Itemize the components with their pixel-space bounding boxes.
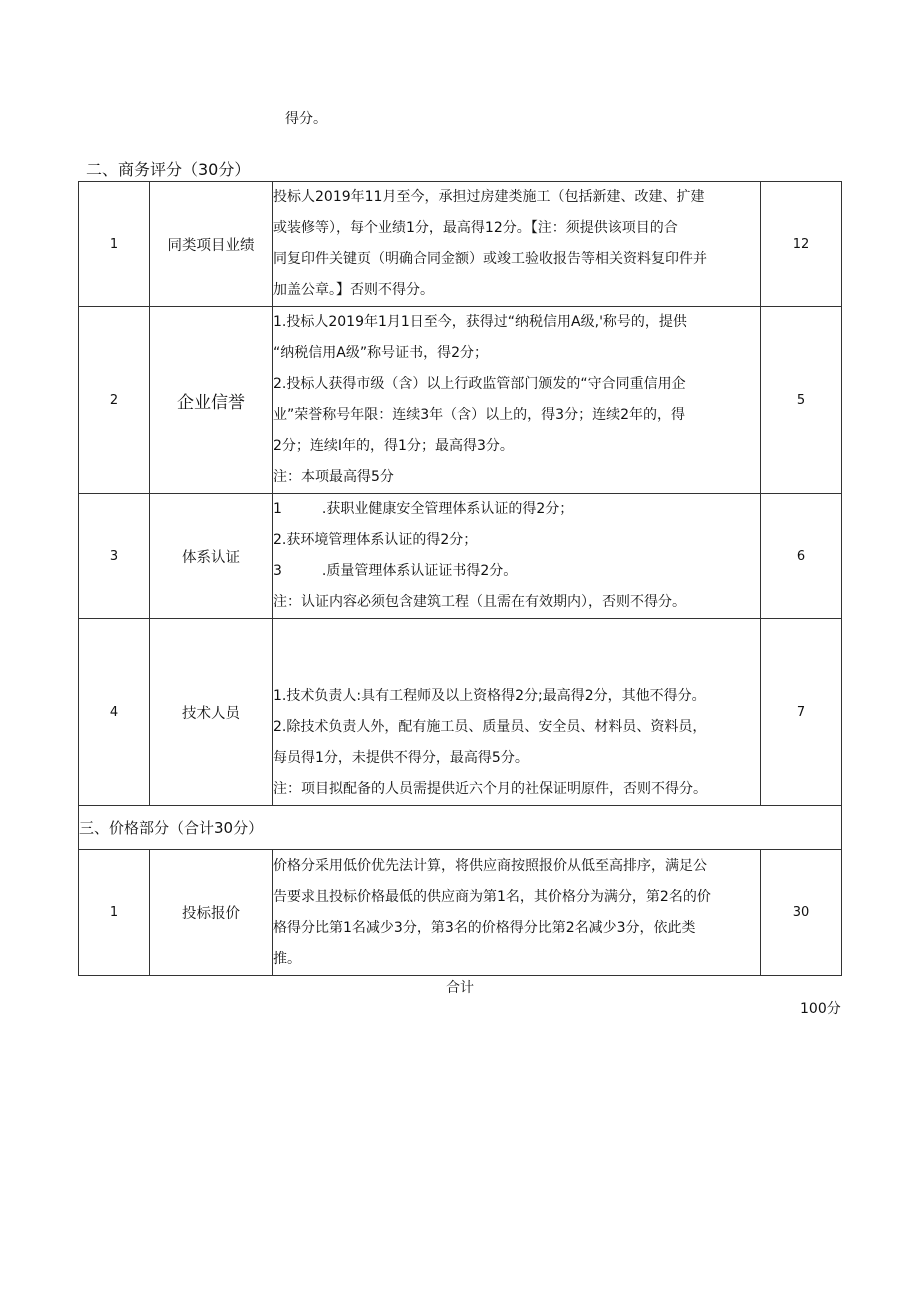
row-score: 6 <box>761 494 842 619</box>
row-item: 技术人员 <box>150 619 273 806</box>
description-line: 每员得1分，未提供不得分，最高得5分。 <box>273 750 529 766</box>
scoring-table <box>78 181 842 976</box>
description-line: 推。 <box>273 950 301 967</box>
total-value: 100分 <box>800 1001 841 1017</box>
description-line: 或装修等），每个业绩1分，最高得12分。【注：须提供该项目的合 <box>273 220 678 236</box>
top-fragment: 得分。 <box>285 111 327 127</box>
row-description <box>273 494 761 619</box>
line-number: 3 <box>273 563 282 579</box>
description-line: 1.投标人2019年1月1日至今，获得过“纳税信用A级,'称号的，提供 <box>273 314 687 330</box>
row-number: 2 <box>79 307 150 494</box>
row-number: 1 <box>79 850 150 976</box>
row-number: 3 <box>79 494 150 619</box>
row-item: 投标报价 <box>150 850 273 976</box>
row-score: 5 <box>761 307 842 494</box>
section3-title: 三、价格部分（合计30分） <box>79 806 842 850</box>
table-row <box>79 850 842 976</box>
table-section-row <box>79 806 842 850</box>
row-description <box>273 850 761 976</box>
line-number: 1 <box>273 501 282 517</box>
row-item: 企业信誉 <box>150 307 273 494</box>
description-line: 注：认证内容必须包含建筑工程（且需在有效期内），否则不得分。 <box>273 594 686 610</box>
description-line: “纳税信用A级”称号证书，得2分； <box>273 345 488 361</box>
row-description <box>273 307 761 494</box>
description-line: 1.技术负责人:具有工程师及以上资格得2分;最高得2分，其他不得分。 <box>273 688 706 704</box>
table-row <box>79 494 842 619</box>
description-line: 告要求且投标价格最低的供应商为第1名，其价格分为满分，第2名的价 <box>273 888 711 905</box>
row-description <box>273 182 761 307</box>
row-number: 4 <box>79 619 150 806</box>
description-line: 投标人2019年11月至今，承担过房建类施工（包括新建、改建、扩建 <box>273 189 705 205</box>
description-line: 2.投标人获得市级（含）以上行政监管部门颁发的“守合同重信用企 <box>273 376 686 392</box>
description-line: 2.获环境管理体系认证的得2分； <box>273 532 478 548</box>
row-score: 7 <box>761 619 842 806</box>
description-line <box>273 556 760 587</box>
description-line: 2.除技术负责人外，配有施工员、质量员、安全员、材料员、资料员， <box>273 719 707 735</box>
row-item: 同类项目业绩 <box>150 182 273 307</box>
description-line: 加盖公章。】否则不得分。 <box>273 282 434 298</box>
section2-title: 二、商务评分（30分） <box>86 160 251 179</box>
table-row <box>79 619 842 806</box>
description-line <box>273 494 760 525</box>
table-row <box>79 307 842 494</box>
row-score: 12 <box>761 182 842 307</box>
description-line: 注：本项最高得5分 <box>273 469 394 485</box>
description-line: 价格分采用低价优先法计算，将供应商按照报价从低至高排序，满足公 <box>273 857 707 874</box>
description-line: 注：项目拟配备的人员需提供近六个月的社保证明原件，否则不得分。 <box>273 781 707 797</box>
table-row <box>79 182 842 307</box>
description-line: 2分；连续I年的，得1分；最高得3分。 <box>273 438 514 454</box>
total-label: 合计 <box>446 980 474 996</box>
row-item: 体系认证 <box>150 494 273 619</box>
description-line: 业”荣誉称号年限：连续3年（含）以上的，得3分；连续2年的，得 <box>273 407 685 423</box>
description-line: 同复印件关键页（明确合同金额）或竣工验收报告等相关资料复印件并 <box>273 251 707 267</box>
row-description <box>273 619 761 806</box>
description-line: 格得分比第1名减少3分，第3名的价格得分比第2名减少3分，依此类 <box>273 919 696 936</box>
row-score: 30 <box>761 850 842 976</box>
line-text: .获职业健康安全管理体系认证的得2分； <box>321 501 574 517</box>
row-number: 1 <box>79 182 150 307</box>
line-text: .质量管理体系认证证书得2分。 <box>321 563 518 579</box>
